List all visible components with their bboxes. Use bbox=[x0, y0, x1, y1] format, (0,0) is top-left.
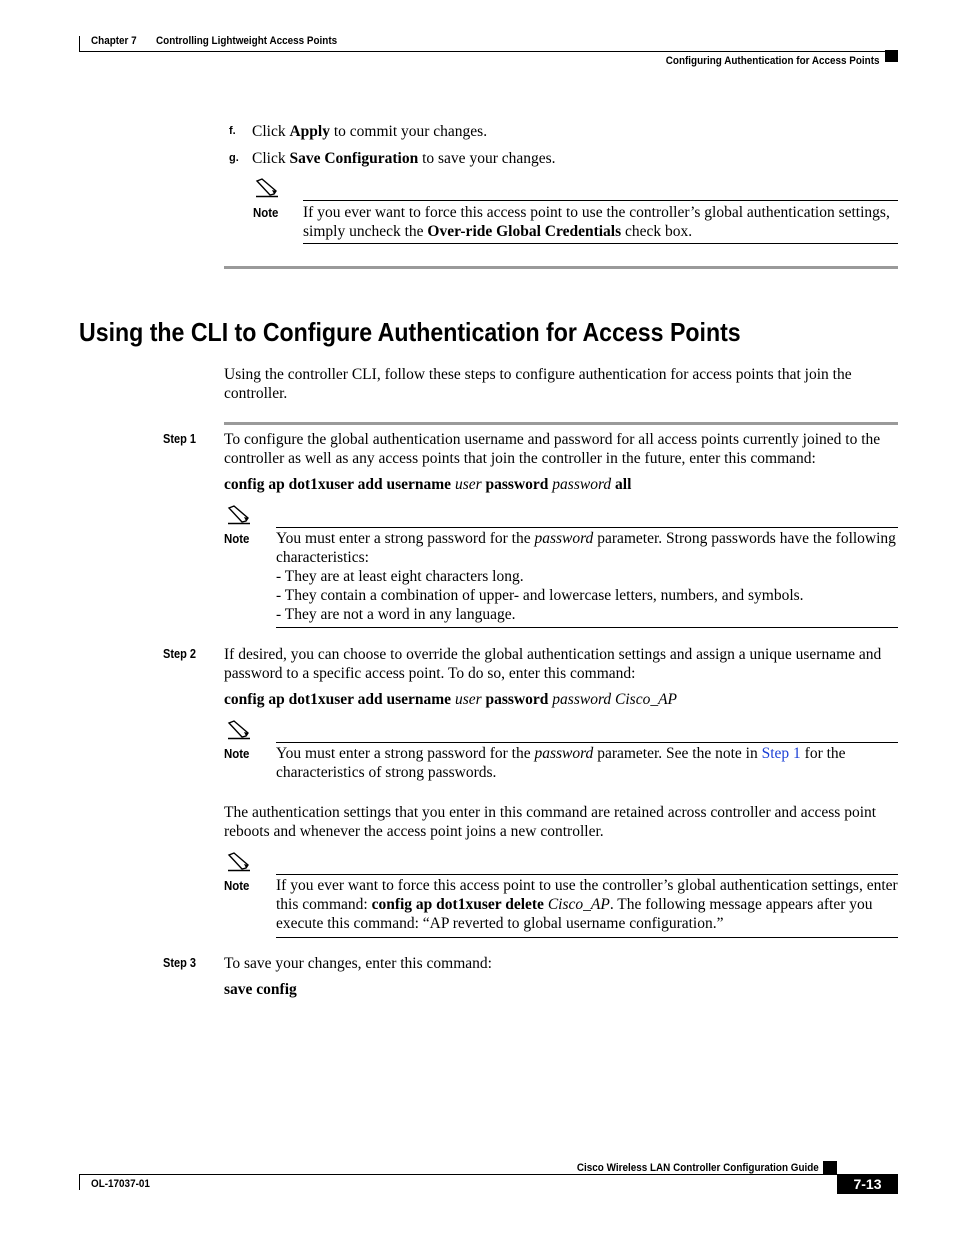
header-marker bbox=[885, 50, 898, 62]
note-text: If you ever want to force this access point to use the controller’s global authentication settings, simply uncheck the Over-ride Global Credentials check box. bbox=[303, 204, 890, 240]
header-chapter-title: Controlling Lightweight Access Points bbox=[156, 35, 338, 47]
header-left-bar bbox=[79, 36, 80, 52]
note-label: Note bbox=[224, 746, 250, 761]
note-label: Note bbox=[253, 205, 279, 220]
note-rule-top bbox=[276, 874, 898, 875]
note-pencil-icon bbox=[226, 720, 252, 740]
step2-label: Step 2 bbox=[163, 647, 197, 661]
step2-paragraph: The authentication settings that you enter in this command are retained across controller and access point reboots and whenever the access point joins a new controller. bbox=[224, 804, 877, 840]
note-list-item: - They are at least eight characters long. bbox=[276, 568, 524, 585]
intro-text: Using the controller CLI, follow these steps to configure authentication for access points that join the controller. bbox=[224, 366, 852, 402]
step-f-text: Click Apply to commit your changes. bbox=[252, 123, 488, 140]
note-list-item: - They contain a combination of upper- and lowercase letters, numbers, and symbols. bbox=[276, 587, 804, 604]
footer-doc-id: OL-17037-01 bbox=[91, 1178, 150, 1190]
footer-left-bar bbox=[79, 1174, 80, 1190]
note-rule-top bbox=[276, 742, 898, 743]
footer-page-number: 7-13 bbox=[837, 1174, 898, 1194]
step2-note-text: You must enter a strong password for the password parameter. See the note in Step 1 for the characteristics of strong passwords. bbox=[276, 745, 846, 781]
section-divider bbox=[224, 266, 898, 269]
note-pencil-icon bbox=[226, 505, 252, 525]
note-rule-bottom bbox=[303, 243, 898, 244]
step-g-text: Click Save Configuration to save your changes. bbox=[252, 150, 556, 167]
header-chapter: Chapter 7 bbox=[91, 35, 137, 47]
note-rule-bottom bbox=[276, 937, 898, 938]
note-rule-bottom bbox=[276, 627, 898, 628]
step2-note2-text: If you ever want to force this access point to use the controller’s global authentication settings, enter this command: config ap dot1xuser delete Cisco_AP. The following message appears after you execute this command: “AP reverted to global username configuration.” bbox=[276, 877, 898, 932]
footer-marker bbox=[823, 1161, 837, 1174]
note-label: Note bbox=[224, 531, 250, 546]
footer-guide-title: Cisco Wireless LAN Controller Configuration Guide bbox=[576, 1162, 819, 1174]
section-title-wrap bbox=[79, 317, 822, 348]
step2-text: If desired, you can choose to override the global authentication settings and assign a unique username and password to a specific access point. To do so, enter this command: bbox=[224, 646, 882, 682]
note-rule-top bbox=[276, 527, 898, 528]
section-title: Using the CLI to Configure Authentication for Access Points bbox=[79, 317, 741, 347]
header-section: Configuring Authentication for Access Points bbox=[665, 55, 880, 67]
note-pencil-icon bbox=[254, 178, 280, 198]
step-g-label: g. bbox=[229, 152, 239, 164]
step1-note-text: You must enter a strong password for the password parameter. Strong passwords have the following characteristics: - They are at least eight characters long. - They contain a combination of upper- and lowercase letters, numbers, and symbols. - They are not a word in any language. bbox=[276, 529, 898, 624]
step1-command: config ap dot1xuser add username user password password all bbox=[224, 476, 632, 493]
note-label: Note bbox=[224, 878, 250, 893]
note-pencil-icon bbox=[226, 852, 252, 872]
footer-rule bbox=[79, 1174, 837, 1175]
header-section-wrap bbox=[642, 51, 880, 69]
step1-label: Step 1 bbox=[163, 432, 197, 446]
procedure-divider bbox=[224, 422, 898, 425]
step3-label: Step 3 bbox=[163, 956, 197, 970]
step2-command: config ap dot1xuser add username user password password Cisco_AP bbox=[224, 691, 678, 708]
step3-command: save config bbox=[224, 981, 297, 998]
note-list-item: - They are not a word in any language. bbox=[276, 606, 516, 623]
step3-text: To save your changes, enter this command: bbox=[224, 955, 492, 972]
step-f-label: f. bbox=[229, 125, 236, 137]
note-rule-top bbox=[303, 200, 898, 201]
step1-link[interactable]: Step 1 bbox=[761, 745, 801, 762]
step1-text: To configure the global authentication username and password for all access points currently joined to the controller as well as any access points that join the controller in the future, enter this command: bbox=[224, 431, 881, 467]
